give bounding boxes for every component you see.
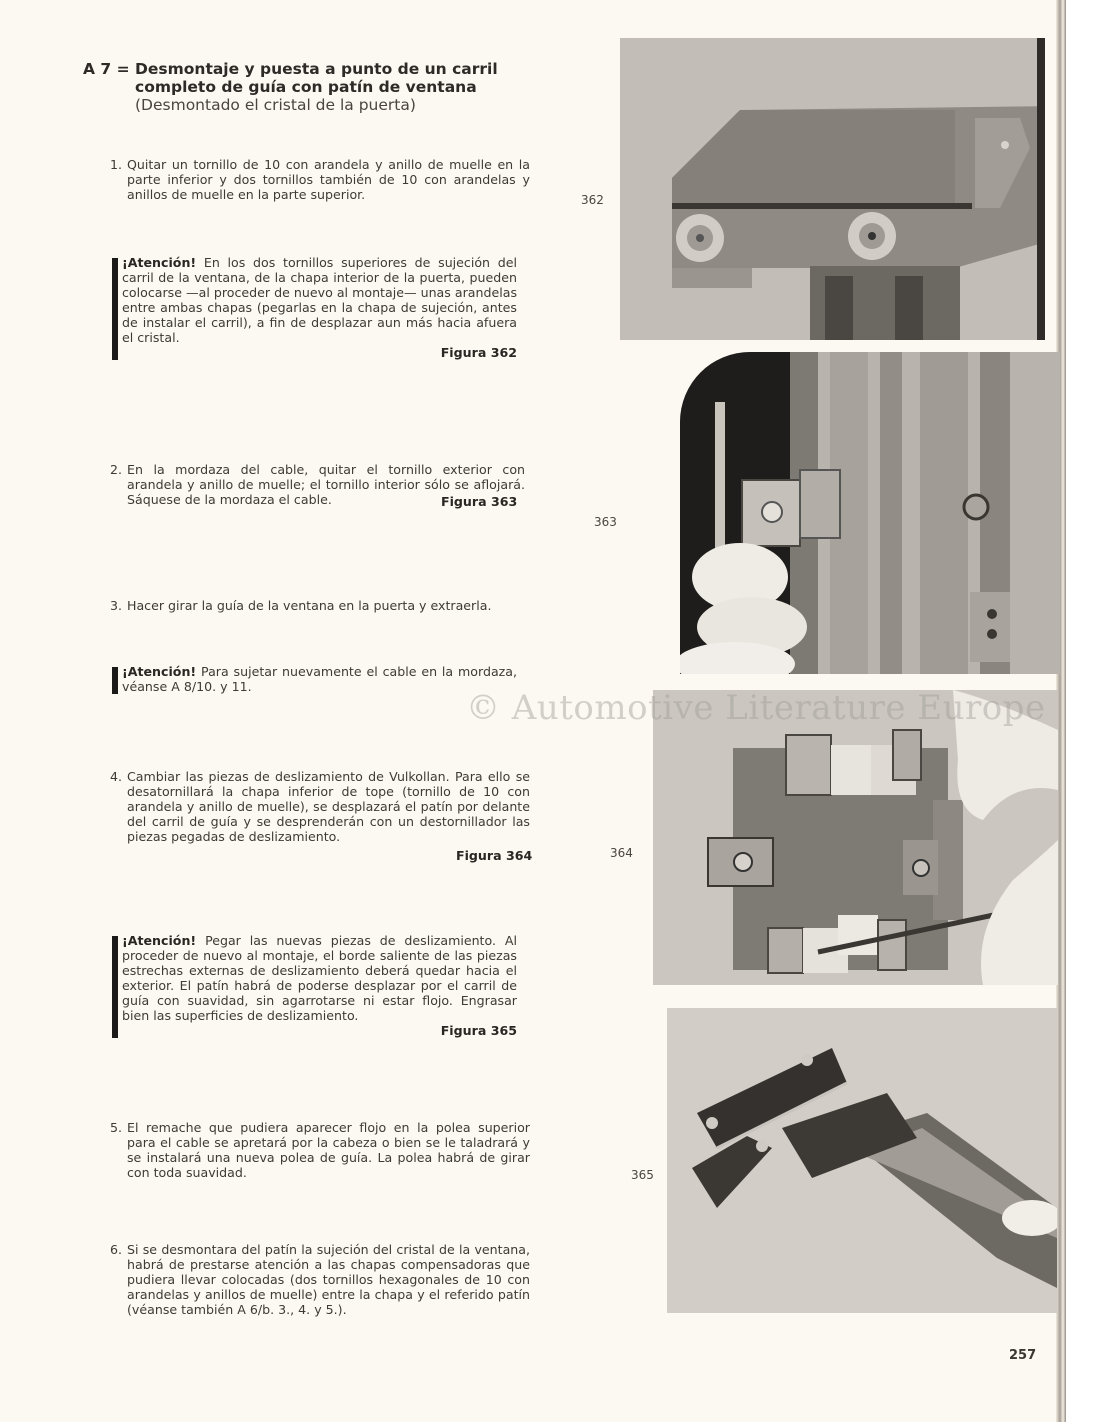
step-number: 4.: [110, 769, 123, 784]
note-lead: ¡Atención!: [122, 933, 197, 948]
page-number: 257: [1009, 1348, 1037, 1363]
step-text: Cambiar las piezas de deslizamiento de Vulkollan. Para ello se desatornillará la chapa inferior de tope (tornillo de 10 con arandela y anillo de muelle), se desplazará el patín por delante del carril de guía y se desprenderán con un destornillador las piezas pegadas de deslizamiento.: [127, 769, 530, 844]
figure-reference: Figura 362: [440, 345, 517, 360]
step-text: Hacer girar la guía de la ventana en la puerta y extraerla.: [127, 598, 492, 613]
cable-clamp-image: [680, 352, 1060, 674]
step-6: [110, 1242, 530, 1317]
guide-rail-with-shoe-image: [667, 1008, 1057, 1313]
note-text: En los dos tornillos superiores de sujeción del carril de la ventana, de la chapa interior de la puerta, pueden colocarse —al proceder de nuevo al montaje— unas arandelas entre ambas chapas (pegarlas en la chapa de sujeción, antes de instalar el carril), a fin de desplazar aun más hacia afuera el cristal.: [122, 255, 517, 345]
attention-note-1: [112, 255, 517, 360]
step-text: Quitar un tornillo de 10 con arandela y anillo de muelle en la parte inferior y dos tornillos también de 10 con arandelas y anillos de muelle en la parte superior.: [127, 157, 530, 202]
figure-number-363: 363: [594, 515, 617, 529]
figure-reference: Figura 365: [440, 1023, 517, 1038]
note-bar: [112, 667, 118, 694]
step-4: [110, 769, 530, 844]
figure-number-362: 362: [581, 193, 604, 207]
window-rail-bracket-image: [620, 38, 1045, 340]
step-number: 6.: [110, 1242, 123, 1257]
title-line-1: Desmontaje y puesta a punto de un carril: [135, 60, 498, 78]
section-title: [83, 60, 553, 114]
attention-note-2: [112, 664, 517, 694]
step-number: 3.: [110, 598, 123, 613]
attention-note-3: [112, 933, 517, 1038]
figure-number-364: 364: [610, 846, 633, 860]
title-line-2: completo de guía con patín de ventana: [135, 78, 477, 96]
step-1: [110, 157, 530, 202]
figure-number-365: 365: [631, 1168, 654, 1182]
note-lead: ¡Atención!: [122, 255, 197, 270]
note-bar: [112, 936, 118, 1038]
figure-reference: Figura 363: [441, 494, 518, 509]
section-code: A 7 =: [83, 60, 130, 78]
note-lead: ¡Atención!: [122, 664, 197, 679]
step-3: [110, 598, 530, 613]
figure-reference: Figura 364: [456, 848, 533, 863]
note-bar: [112, 258, 118, 360]
step-number: 5.: [110, 1120, 123, 1135]
photo-figure-362: [620, 38, 1045, 340]
step-text: Si se desmontara del patín la sujeción del cristal de la ventana, habrá de prestarse atención a las chapas compensadoras que pudiera llevar colocadas (dos tornillos hexagonales de 10 con arandelas y anillos de muelle) entre la chapa y el referido patín (véanse también A 6/b. 3., 4. y 5.).: [127, 1242, 530, 1317]
copyright-watermark: © Automotive Literature Europe: [466, 688, 1046, 728]
step-number: 1.: [110, 157, 123, 172]
photo-figure-365: [667, 1008, 1057, 1313]
sliding-shoe-image: [653, 690, 1058, 985]
section-subtitle: (Desmontado el cristal de la puerta): [135, 96, 416, 114]
step-text: En la mordaza del cable, quitar el tornillo exterior con arandela y anillo de muelle; el tornillo interior sólo se aflojará. Sáquese de la mordaza el cable.: [127, 462, 525, 507]
step-text: El remache que pudiera aparecer flojo en la polea superior para el cable se apretará por la cabeza o bien se le taladrará y se instalará una nueva polea de guía. La polea habrá de girar con toda suavidad.: [127, 1120, 530, 1180]
note-text: Para sujetar nuevamente el cable en la mordaza, véanse A 8/10. y 11.: [122, 664, 517, 694]
photo-figure-364: [653, 690, 1058, 985]
step-number: 2.: [110, 462, 123, 477]
step-5: [110, 1120, 530, 1180]
note-text: Pegar las nuevas piezas de deslizamiento. Al proceder de nuevo al montaje, el borde saliente de las piezas estrechas externas de deslizamiento deberá quedar hacia el exterior. El patín habrá de poderse desplazar por el carril de guía con suavidad, sin agarrotarse ni estar flojo. Engrasar bien las superficies de deslizamiento.: [122, 933, 517, 1023]
photo-figure-363: [680, 352, 1060, 674]
